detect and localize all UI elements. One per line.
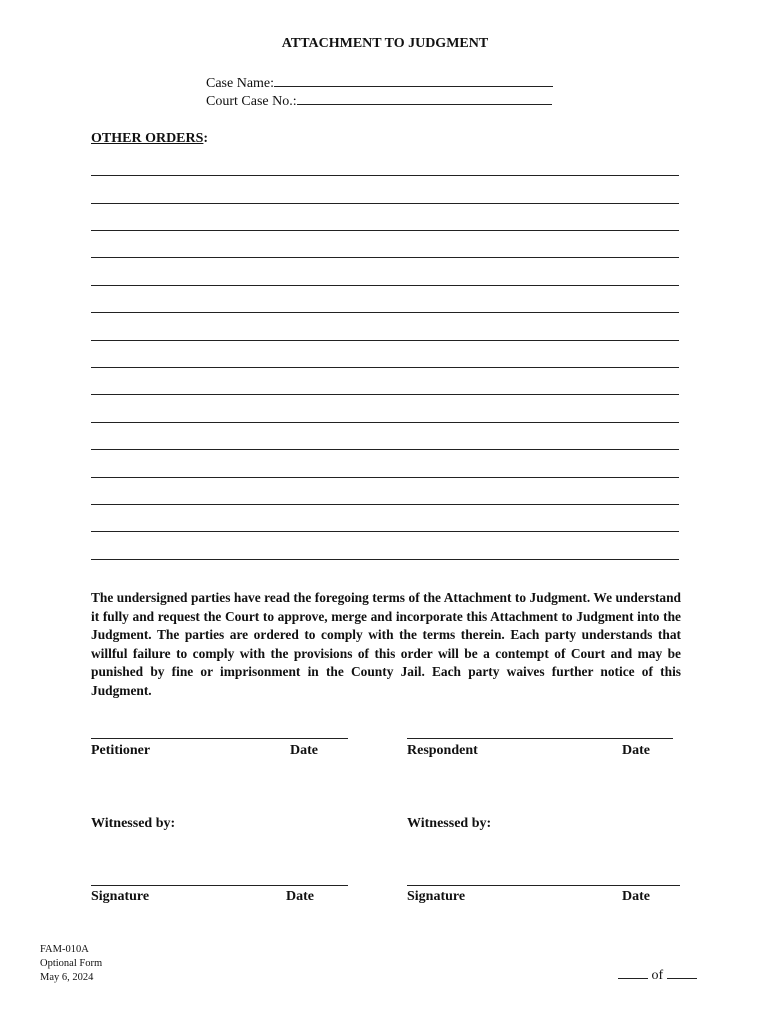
case-name-row <box>206 73 553 92</box>
witness-right-signature-label: Signature <box>407 889 466 904</box>
form-date: May 6, 2024 <box>40 972 94 983</box>
case-name-field[interactable] <box>274 73 553 87</box>
respondent-label: Respondent <box>407 743 478 758</box>
petitioner-label: Petitioner <box>91 743 151 758</box>
form-id: FAM-010A <box>40 944 89 955</box>
order-line[interactable] <box>91 504 679 505</box>
order-line[interactable] <box>91 449 679 450</box>
order-line[interactable] <box>91 367 679 368</box>
form-footer <box>40 943 102 985</box>
witness-left-signature-label: Signature <box>91 889 150 904</box>
order-line[interactable] <box>91 559 679 560</box>
page-total-field[interactable] <box>667 966 697 979</box>
other-orders-colon: : <box>203 131 209 146</box>
page-number-field[interactable] <box>618 966 648 979</box>
page-count <box>618 966 697 984</box>
other-orders-heading <box>91 131 208 147</box>
witness-right-date-label: Date <box>622 889 650 904</box>
other-orders-label: OTHER ORDERS <box>91 131 204 146</box>
order-line[interactable] <box>91 203 679 204</box>
order-line[interactable] <box>91 175 679 176</box>
order-line[interactable] <box>91 312 679 313</box>
order-line[interactable] <box>91 394 679 395</box>
case-name-label: Case Name: <box>206 76 275 91</box>
petitioner-signature-line[interactable] <box>91 738 348 739</box>
witness-left-signature-line[interactable] <box>91 885 348 886</box>
document-title: ATTACHMENT TO JUDGMENT <box>281 36 489 51</box>
form-type: Optional Form <box>40 958 103 969</box>
witnessed-by-right: Witnessed by: <box>407 816 492 831</box>
respondent-signature-line[interactable] <box>407 738 673 739</box>
court-case-no-row <box>206 91 552 110</box>
petitioner-date-label: Date <box>290 743 318 758</box>
order-line[interactable] <box>91 257 679 258</box>
court-case-no-field[interactable] <box>297 91 552 105</box>
witness-left-date-label: Date <box>286 889 314 904</box>
witness-right-signature-line[interactable] <box>407 885 680 886</box>
order-line[interactable] <box>91 477 679 478</box>
respondent-date-label: Date <box>622 743 650 758</box>
order-line[interactable] <box>91 340 679 341</box>
court-case-no-label: Court Case No.: <box>206 94 297 109</box>
order-line[interactable] <box>91 422 679 423</box>
order-line[interactable] <box>91 285 679 286</box>
acknowledgment-statement: The undersigned parties have read the foregoing terms of the Attachment to Judgment. We understand it fully and request the Court to approve, merge and incorporate this Attachment to Judgment into the Judgment. The parties are ordered to comply with the terms therein. Each party understands that willful failure to comply with the provisions of this order will be a contempt of Court and may be punished by fine or imprisonment in the County Jail. Each party waives further notice of this Judgment. <box>91 590 681 698</box>
witnessed-by-left: Witnessed by: <box>91 816 176 831</box>
order-line[interactable] <box>91 230 679 231</box>
order-line[interactable] <box>91 531 679 532</box>
page-of-label: of <box>651 968 664 983</box>
